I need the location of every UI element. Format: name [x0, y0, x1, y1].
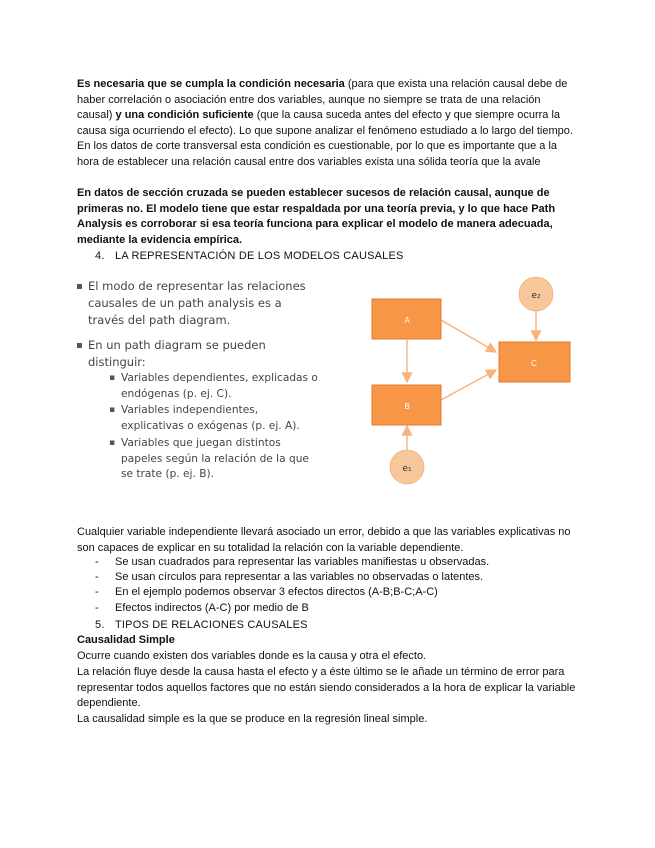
figure-subbullet-1: ▪ Variables dependientes, explicadas o endógenas (p. ej. C).	[121, 371, 321, 402]
text-temporal: (que la causa suceda antes del efecto y que siempre ocurra la causa siga ocurriendo el efecto). Lo que supone analizar el fenómeno estudiado a lo largo del tiempo. En los datos de corte transversal esta condición es cuestionable, por lo que es importante que a la hora de establecer una relación causal entre dos variables exista una sólida teoría que la avale	[77, 109, 573, 168]
arrow-a-to-c	[441, 320, 496, 352]
heading-4-text: LA REPRESENTACIÓN DE LOS MODELOS CAUSALES	[115, 250, 404, 262]
list-item	[77, 585, 597, 600]
path-diagram-figure	[76, 268, 576, 520]
bold-sufficient-condition: y una condición suficiente	[115, 109, 254, 122]
list-dash: -	[95, 601, 99, 614]
heading-4-number: 4.	[95, 250, 105, 262]
node-b-label: B	[404, 402, 410, 411]
error-e1-label: e₁	[402, 464, 412, 474]
text-correlation: (para que exista una relación causal debe de haber correlación o asociación entre dos variables, aunque no siempre se trata de una relación causal)	[77, 78, 568, 122]
node-c-label: C	[531, 359, 537, 368]
figure-subbullet-2: ▪ Variables independientes, explicativas o exógenas (p. ej. A).	[121, 403, 321, 434]
figure-bullet-2: ▪ En un path diagram se pueden distinguir:	[88, 337, 320, 371]
paragraph-regression: La causalidad simple es la que se produce en la regresión lineal simple.	[77, 713, 428, 725]
notation-list	[77, 555, 597, 616]
heading-5-number: 5.	[95, 619, 105, 631]
figure-bullets	[76, 268, 366, 520]
paragraph-error-term: Cualquier variable independiente llevará asociado un error, debido a que las variables explicativas no son capaces de explicar en su totalidad la relación con la variable dependiente.	[77, 526, 571, 554]
heading-section-4	[95, 249, 404, 264]
paragraph-simple-definition: Ocurre cuando existen dos variables donde es la causa y otra el efecto.	[77, 650, 427, 662]
heading-5-text: TIPOS DE RELACIONES CAUSALES	[115, 619, 308, 631]
bold-necessary-condition: Es necesaria que se cumpla la condición necesaria	[77, 78, 345, 90]
list-item	[77, 570, 597, 585]
list-item-text: Efectos indirectos (A-C) por medio de B	[115, 601, 309, 614]
list-item-text: Se usan cuadrados para representar las variables manifiestas u observadas.	[115, 556, 490, 568]
list-item	[77, 601, 597, 616]
arrow-b-to-c	[441, 370, 496, 400]
subheading-simple-causality: Causalidad Simple	[77, 634, 175, 646]
paragraph-cross-section: En datos de sección cruzada se pueden establecer sucesos de relación causal, aunque de primeras no. El modelo tiene que estar respaldada por una teoría previa, y lo que hace Path Analysis es corroborar si esa teoría funciona para explicar el modelo de manera adecuada, mediante la evidencia empírica.	[77, 187, 556, 246]
list-dash: -	[95, 571, 99, 584]
heading-section-5	[95, 618, 308, 633]
path-diagram	[366, 268, 576, 520]
list-item-text: Se usan círculos para representar a las variables no observadas o latentes.	[115, 571, 484, 584]
list-item	[77, 555, 597, 570]
error-e2-label: e₂	[531, 291, 541, 301]
figure-bullet-1: ▪ El modo de representar las relaciones causales de un path analysis es a través del path diagram.	[88, 278, 320, 329]
list-dash: -	[95, 556, 99, 568]
paragraph-flow: La relación fluye desde la causa hasta el efecto y a éste último se le añade un término de error para representar todos aquellos factores que no están siendo considerados a la hora de explicar la variable dependiente.	[77, 666, 576, 710]
figure-subbullet-3: ▪ Variables que juegan distintos papeles según la relación de la que se trate (p. ej. B).	[121, 436, 321, 483]
list-dash: -	[95, 586, 99, 599]
paragraph-conditions	[77, 77, 577, 171]
node-a-label: A	[404, 316, 410, 325]
list-item-text: En el ejemplo podemos observar 3 efectos directos (A-B;B-C;A-C)	[115, 586, 438, 599]
